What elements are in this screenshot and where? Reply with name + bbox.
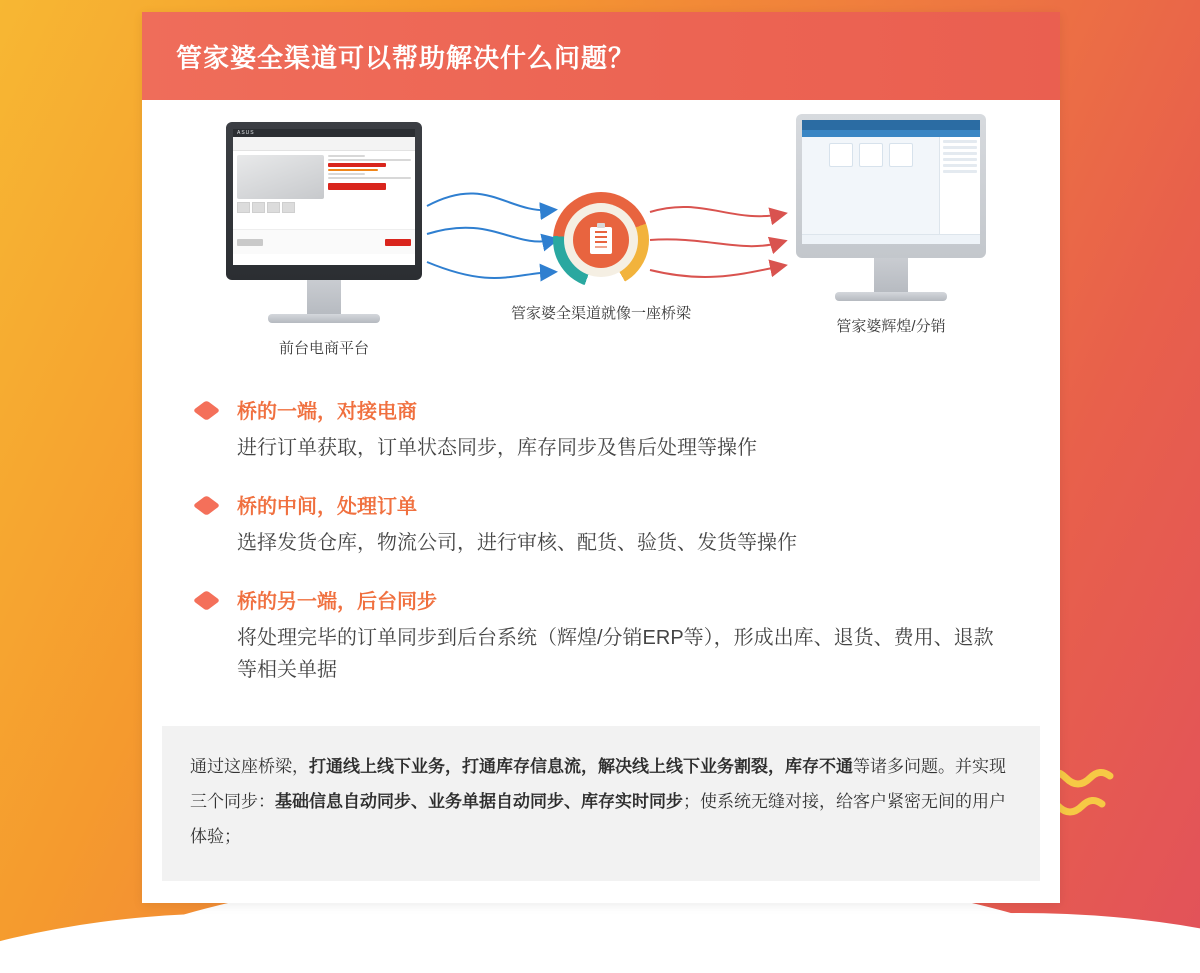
page-title: 管家婆全渠道可以帮助解决什么问题？: [176, 42, 636, 73]
bullet-icon: [193, 400, 220, 421]
list-item-title: 桥的另一端，后台同步: [237, 591, 437, 613]
monitor-base-right: [835, 292, 947, 301]
list-item-description: 将处理完毕的订单同步到后台系统（辉煌/分销ERP等），形成出库、退货、费用、退款等相关单据: [237, 627, 994, 681]
content-card: [142, 12, 1060, 903]
list-item: [198, 395, 1004, 464]
feature-list: [142, 379, 1060, 720]
bridge-hub-icon: [553, 192, 649, 288]
bullet-icon: [193, 590, 220, 611]
erp-menubar: [802, 130, 980, 137]
monitor-frame-left: [226, 122, 422, 280]
summary-strong-2: 基础信息自动同步、业务单据自动同步、库存实时同步: [275, 791, 683, 811]
erp-sidebar: [939, 137, 980, 244]
erp-screen: [802, 120, 980, 244]
bridge-diagram: [142, 114, 1060, 379]
bullet-icon: [193, 495, 220, 516]
monitor-base-left: [268, 314, 380, 323]
summary-strong-1: 打通线上线下业务，打通库存信息流，解决线上线下业务割裂，库存不通: [309, 757, 853, 776]
summary-text-1: 通过这座桥梁，: [190, 757, 309, 776]
ecommerce-screen: [233, 137, 415, 265]
buy-now-button[interactable]: [328, 183, 386, 190]
list-item-description: 选择发货仓库，物流公司，进行审核、配货、验货、发货等操作: [237, 532, 797, 554]
list-item-description: 进行订单获取，订单状态同步，库存同步及售后处理等操作: [237, 437, 757, 459]
erp-tile[interactable]: [889, 143, 913, 167]
monitor-stand-right: [874, 258, 908, 292]
bridge-caption: 管家婆全渠道就像一座桥梁: [510, 305, 692, 322]
shop-gallery: [233, 151, 328, 229]
erp-titlebar: [802, 120, 980, 130]
erp-caption: 管家婆辉煌/分销: [836, 318, 946, 335]
ecommerce-caption: 前台电商平台: [278, 340, 369, 357]
shop-footer: [233, 229, 415, 254]
shop-product-info: [328, 151, 415, 229]
summary-box: [162, 726, 1040, 881]
erp-tile[interactable]: [859, 143, 883, 167]
erp-body: [802, 137, 980, 244]
erp-tile[interactable]: [829, 143, 853, 167]
list-item: [198, 490, 1004, 559]
card-header: [142, 12, 1060, 100]
product-image: [237, 155, 324, 199]
monitor-stand-left: [307, 280, 341, 314]
shop-content: [233, 151, 415, 229]
shop-navbar: [233, 137, 415, 151]
shop-secondary-button[interactable]: [237, 239, 263, 246]
card-body: [142, 114, 1060, 881]
list-item: [198, 585, 1004, 686]
list-item-title: 桥的中间，处理订单: [237, 496, 417, 518]
summary-text-3: ；使系统无缝对接，给客户紧密无间的用户体验；: [190, 791, 1006, 846]
erp-monitor: [796, 114, 986, 336]
monitor-frame-right: [796, 114, 986, 258]
list-item-title: 桥的一端，对接电商: [237, 401, 417, 423]
erp-module-tiles: [802, 137, 939, 244]
ecommerce-monitor: [226, 122, 422, 358]
monitor-brand-label: ASUS: [233, 129, 415, 137]
summary-text-2: 等诸多问题。并实现三个同步：: [190, 757, 1006, 811]
shop-primary-button[interactable]: [385, 239, 411, 246]
erp-statusbar: [802, 234, 980, 244]
product-thumbnails: [237, 202, 324, 213]
